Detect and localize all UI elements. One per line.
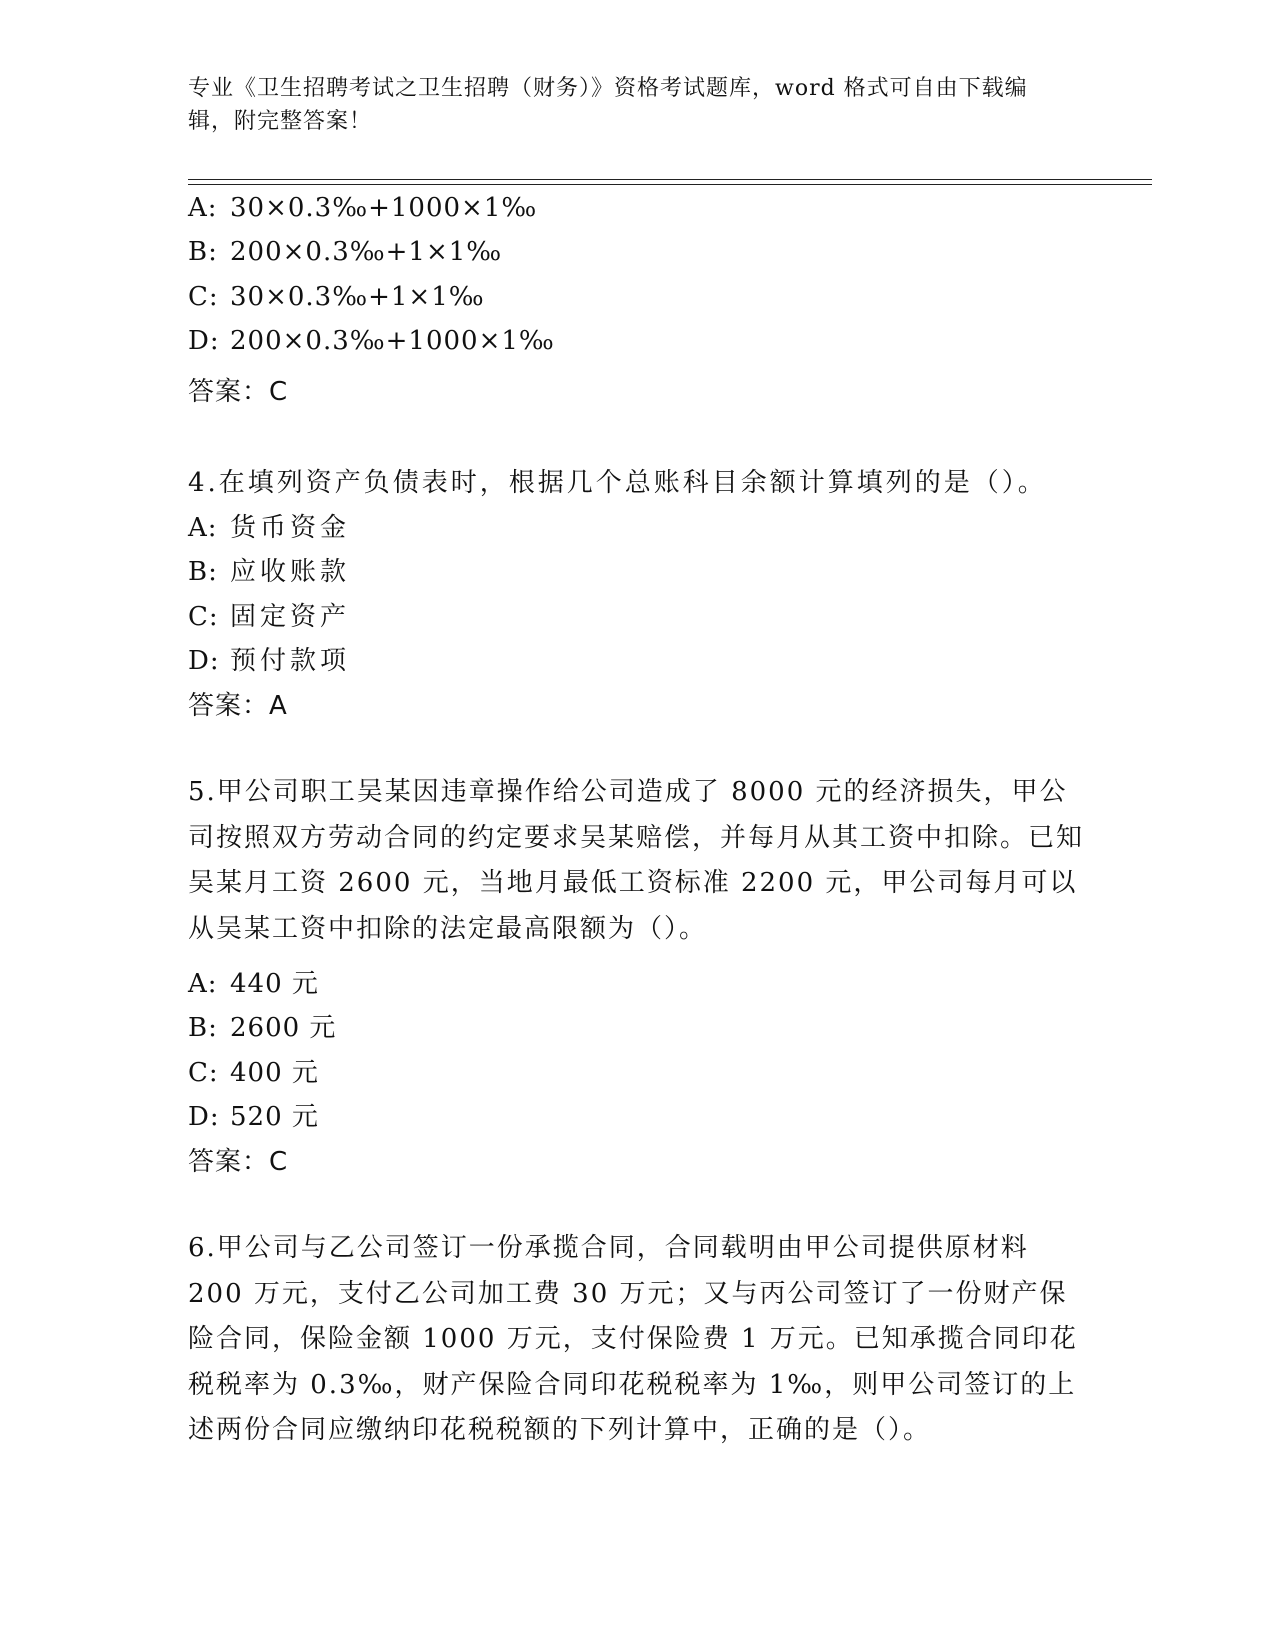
option-text: 30×0.3‰+1000×1‰ <box>230 193 538 223</box>
q5-option-a <box>188 963 319 1000</box>
q4-option-b <box>188 551 350 588</box>
q5-answer: 答案：C <box>188 1147 289 1177</box>
option-text: 200×0.3‰+1×1‰ <box>230 237 503 267</box>
document-header: 专业《卫生招聘考试之卫生招聘（财务）》资格考试题库，word 格式可自由下载编辑，附完整答案！ <box>188 76 1028 134</box>
q4-answer: 答案：A <box>188 691 288 721</box>
q4-option-a <box>188 507 350 544</box>
q5-option-d <box>188 1096 319 1133</box>
option-letter: D: <box>188 1102 220 1132</box>
option-text: 2600 元 <box>230 1013 337 1043</box>
option-letter: B: <box>188 1013 218 1043</box>
option-letter: A: <box>188 513 218 543</box>
q3-option-d <box>188 326 555 356</box>
q3-option-b <box>188 237 502 267</box>
option-letter: B: <box>188 237 218 267</box>
option-letter: D: <box>188 326 220 356</box>
q4-stem: 4.在填列资产负债表时，根据几个总账科目余额计算填列的是（）。 <box>188 468 1047 498</box>
option-text: 520 元 <box>230 1102 319 1132</box>
q4-option-c <box>188 596 350 633</box>
option-letter: D: <box>188 646 220 676</box>
option-text: 200×0.3‰+1000×1‰ <box>230 326 555 356</box>
q4-option-d <box>188 640 350 677</box>
q5-option-b <box>188 1007 336 1044</box>
option-text: 应收账款 <box>230 557 351 587</box>
option-letter: A: <box>188 193 218 223</box>
option-letter: B: <box>188 557 218 587</box>
option-text: 400 元 <box>230 1058 319 1088</box>
option-text: 440 元 <box>230 969 319 999</box>
q3-option-a <box>188 193 537 223</box>
header-divider-top <box>188 179 1152 180</box>
option-text: 固定资产 <box>230 602 351 632</box>
option-letter: C: <box>188 602 219 632</box>
option-text: 30×0.3‰+1×1‰ <box>230 282 485 312</box>
option-letter: C: <box>188 282 219 312</box>
header-divider-bottom <box>188 184 1152 185</box>
option-letter: C: <box>188 1058 219 1088</box>
option-letter: A: <box>188 969 218 999</box>
q5-option-c <box>188 1052 319 1089</box>
q5-stem: 5.甲公司职工吴某因违章操作给公司造成了 8000 元的经济损失，甲公司按照双方劳动合同的约定要求吴某赔偿，并每月从其工资中扣除。已知吴某月工资 2600 元，当地月最低工资标准 2200 元，甲公司每月可以从吴某工资中扣除的法定最高限额为（）。 <box>188 777 1085 944</box>
option-text: 预付款项 <box>230 646 351 676</box>
q6-stem: 6.甲公司与乙公司签订一份承揽合同，合同载明由甲公司提供原材料 200 万元，支付乙公司加工费 30 万元；又与丙公司签订了一份财产保险合同，保险金额 1000 万元，支付保险费 1 万元。已知承揽合同印花税税率为 0.3‰，财产保险合同印花税税率为 1‰，则甲公司签订的上述两份合同应缴纳印花税税额的下列计算中，正确的是（）。 <box>188 1233 1078 1445</box>
q3-answer: 答案：C <box>188 377 289 407</box>
option-text: 货币资金 <box>230 513 351 543</box>
q3-option-c <box>188 282 485 312</box>
